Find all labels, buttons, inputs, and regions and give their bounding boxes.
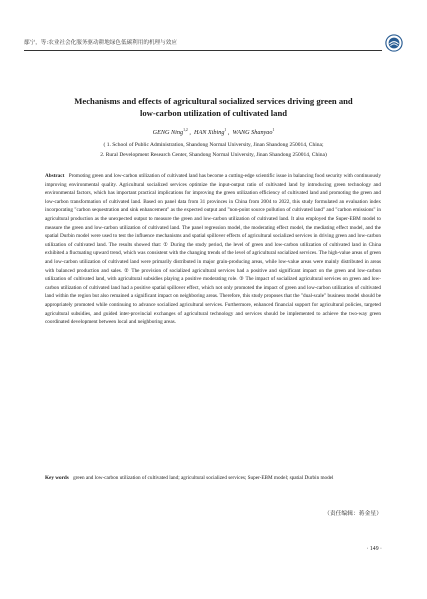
- author-1-name: GENG Ning: [152, 129, 184, 137]
- affiliation-1: ( 1. School of Public Administration, Shandong Normal University, Jinan Shandong 250014, China;: [103, 142, 324, 148]
- title-line-2: low-carbon utilization of cultivated land: [139, 107, 288, 118]
- paper-title: [40, 96, 387, 119]
- responsible-editor: （责任编辑：蒋金星）: [324, 511, 382, 517]
- author-list: [40, 128, 387, 136]
- header-divider: [24, 50, 382, 51]
- keywords-label: Key words: [45, 475, 69, 481]
- author-3-affiliation-mark: 1: [272, 128, 275, 132]
- abstract-label: Abstract: [45, 173, 65, 179]
- author-separator: ,: [227, 129, 231, 137]
- author-separator: ,: [189, 129, 193, 137]
- author-3-name: WANG Shanyao: [232, 129, 273, 137]
- keywords-text: green and low-carbon utilization of cultivated land; agricultural socialized services; Super-EBM model; spatial Durbin model: [73, 475, 334, 481]
- abstract-text: Promoting green and low-carbon utilization of cultivated land has become a cutting-edge scientific issue in balancing food security with continuously improving environmental quality. Agricultural socialized services optimize the input-output ratio of cultivated land by introducing green technology and environmental factors, which has important practical implications for improving the green utilization efficiency of cultivated land and promoting the green and low-carbon transformation of cultivated land. Based on panel data from 31 provinces in China from 2004 to 2022, this study formulated an evaluation index incorporating "carbon sequestration and sink enhancement" as the expected output and "non-point source pollution of cultivated land" and "carbon emissions" in agricultural production as the unexpected output to measure the green and low-carbon utilization of cultivated land. It also employed the Super-EBM model to measure the green and low-carbon utilization of cultivated land. The panel regression model, the moderating effect model, the mediating effect model, and the spatial Durbin model were used to test the influence mechanisms and spatial spillover effects of agricultural socialized services in driving green and low-carbon utilization of cultivated land. The results showed that: ① During the study period, the level of green and low-carbon utilization of cultivated land in China exhibited a fluctuating upward trend, which was consistent with the changing trends of the level of agricultural socialized services. The high-value areas of green and low-carbon utilization of cultivated land were primarily distributed in major grain-producing areas, while low-value areas were mainly distributed in areas with balanced production and sales. ② The provision of socialized agricultural services had a positive and significant impact on the green and low-carbon utilization of cultivated land, with agricultural subsidies playing a positive moderating role. ③ The impact of socialized agricultural services on green and low-carbon utilization of cultivated land had a positive spatial spillover effect, which not only promoted the impact of green and low-carbon utilization of cultivated land within the region but also remained a significant impact on neighboring areas. Therefore, this study proposes that the "dual-scale" business model should be appropriately promoted while continuing to advance socialized agricultural services. Furthermore, enhanced financial support for agricultural policies, targeted agricultural subsidies, and guided inter-provincial exchanges of agricultural technology and services should be implemented to achieve the two-way green coordinated development between local and neighboring areas.: [45, 173, 382, 326]
- abstract-paragraph: [45, 172, 381, 327]
- author-2-affiliation-mark: 1: [224, 128, 227, 132]
- keywords-paragraph: [45, 474, 381, 483]
- page-number: · 149 ·: [366, 546, 382, 552]
- running-header: 鄢宁，等:农业社会化服务驱动耕地绿色低碳利用的机理与效应: [24, 40, 177, 46]
- author-2-name: HAN Xibing: [194, 129, 225, 137]
- author-1-affiliation-mark: 1,2: [183, 128, 188, 132]
- affiliation-2: 2. Rural Development Research Center, Shandong Normal University, Jinan Shandong 250014, China): [100, 152, 327, 158]
- title-line-1: Mechanisms and effects of agricultural socialized services driving green and: [74, 96, 353, 106]
- journal-logo-icon: [385, 34, 403, 52]
